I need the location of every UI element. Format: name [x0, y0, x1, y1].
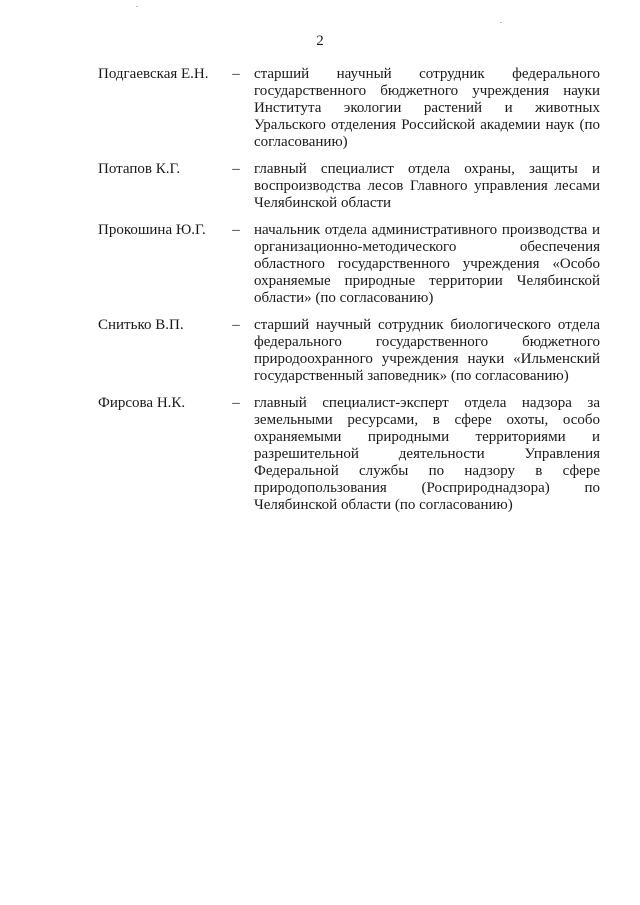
member-role: старший научный сотрудник федерального государственного бюджетного учреждения науки Института экологии растений и животных Уральского отделения Российской академии наук (по согласованию)	[254, 66, 600, 150]
scan-speck	[500, 22, 502, 23]
member-row	[98, 161, 608, 212]
member-role: начальник отдела административного производства и организационно-методического обеспечения областного государственного учреждения «Особо охраняемые природные территории Челябинской области» (по согласованию)	[254, 222, 600, 306]
page-number: 2	[316, 33, 324, 49]
member-dash: –	[232, 222, 240, 238]
member-row	[98, 66, 608, 151]
member-name: Подгаевская Е.Н.	[98, 66, 209, 82]
member-name: Потапов К.Г.	[98, 161, 181, 177]
member-row	[98, 395, 608, 514]
member-role: старший научный сотрудник биологического отдела федерального государственного бюджетного природоохранного учреждения науки «Ильменский государственный заповедник» (по согласованию)	[254, 317, 600, 384]
member-role: главный специалист отдела охраны, защиты и воспроизводства лесов Главного управления лесами Челябинской области	[254, 161, 600, 211]
member-row	[98, 222, 608, 307]
member-dash: –	[232, 66, 240, 82]
member-dash: –	[232, 395, 240, 411]
scan-speck	[136, 6, 138, 7]
member-dash: –	[232, 317, 240, 333]
member-role: главный специалист-эксперт отдела надзора за земельными ресурсами, в сфере охоты, особо охраняемыми природными территориями и разрешительной деятельности Управления Федеральной службы по надзору в сфере природопользования (Росприроднадзора) по Челябинской области (по согласованию)	[254, 395, 600, 513]
members-list	[98, 66, 608, 524]
member-row	[98, 317, 608, 385]
member-name: Фирсова Н.К.	[98, 395, 186, 411]
member-name: Снитько В.П.	[98, 317, 184, 333]
member-dash: –	[232, 161, 240, 177]
member-name: Прокошина Ю.Г.	[98, 222, 206, 238]
